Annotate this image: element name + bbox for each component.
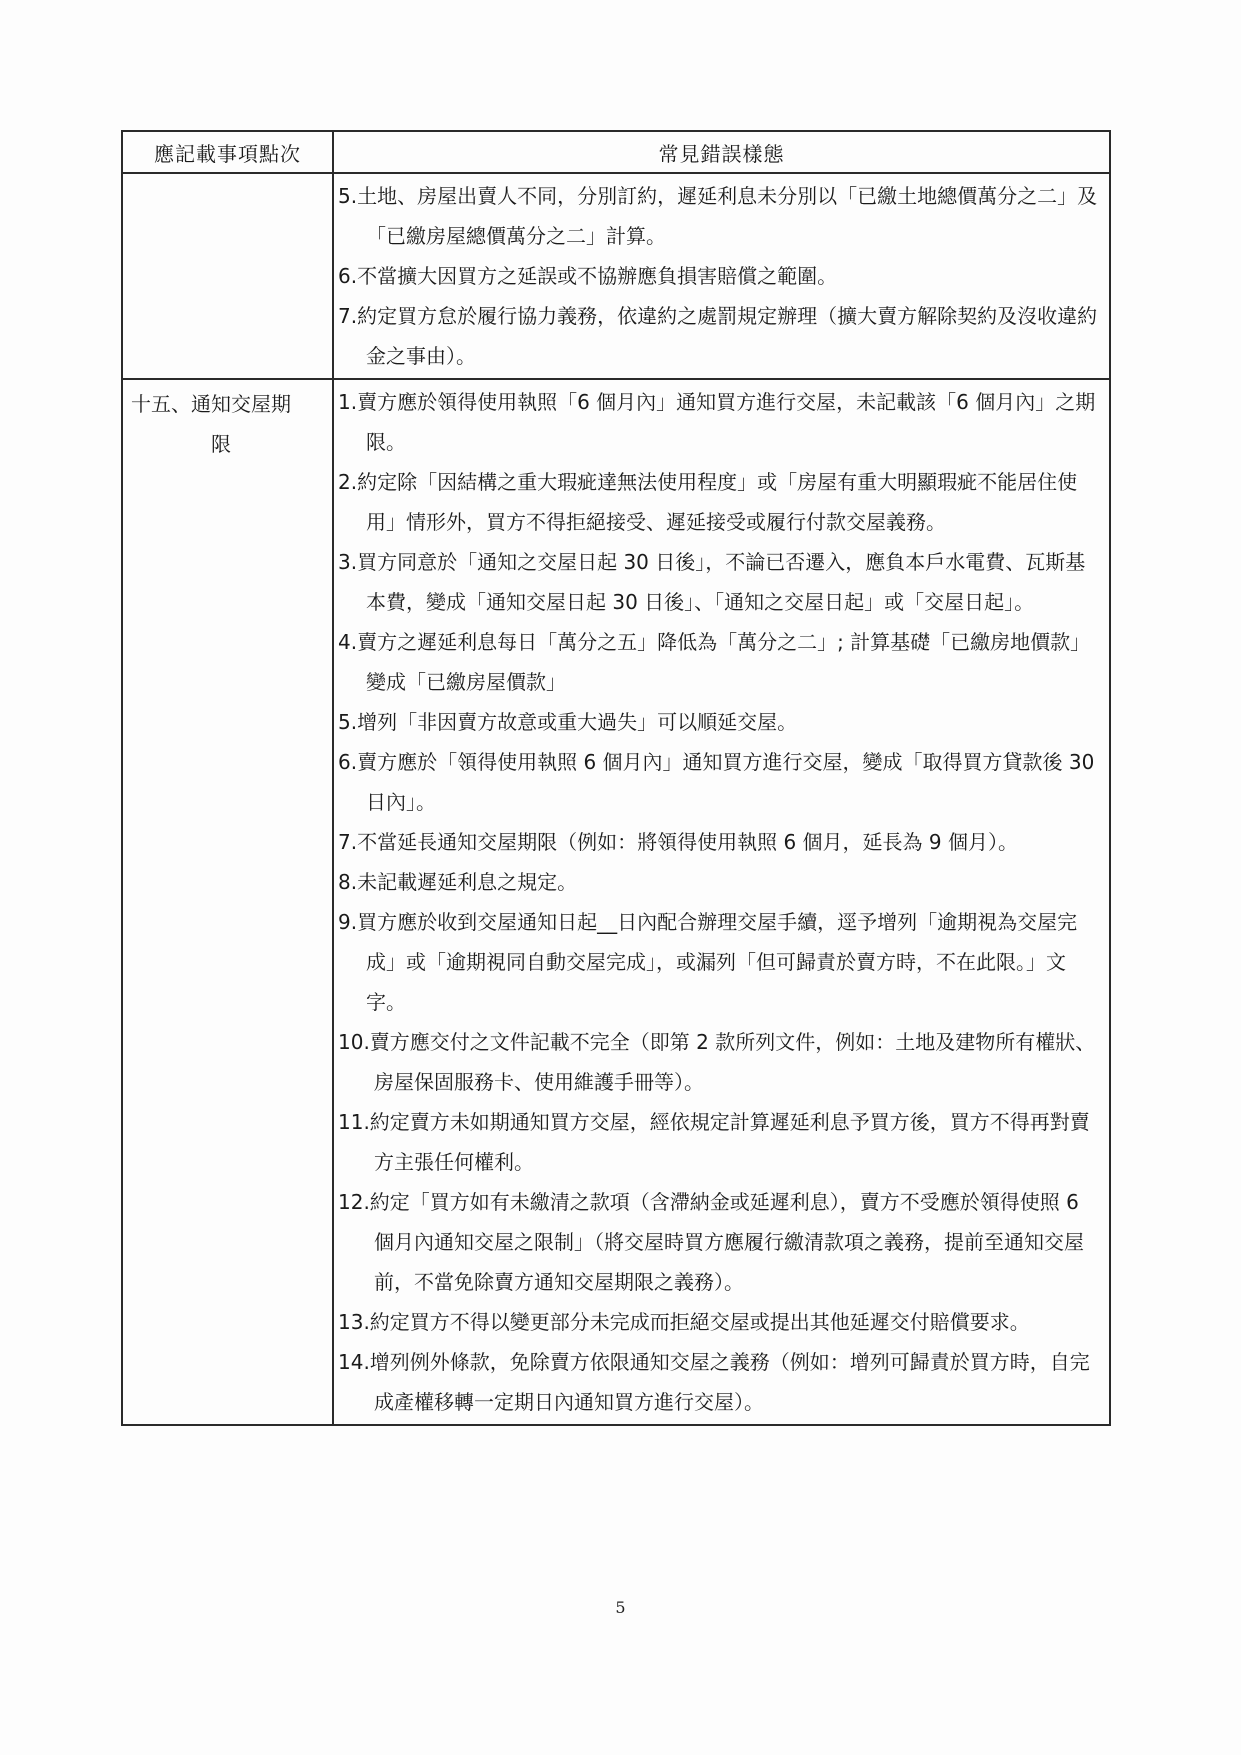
error-item: 4.賣方之遲延利息每日「萬分之五」降低為「萬分之二」; 計算基礎「已繳房地價款」變成「已繳房屋價款」 [338,630,1091,694]
error-item: 7.不當延長通知交屋期限（例如：將領得使用執照 6 個月，延長為 9 個月）。 [338,830,1018,854]
error-item: 8.未記載遲延利息之規定。 [338,870,578,894]
error-item: 5.增列「非因賣方故意或重大過失」可以順延交屋。 [338,710,798,734]
section-title [123,174,332,178]
error-item: 5.土地、房屋出賣人不同，分別訂約，遲延利息未分別以「已繳土地總價萬分之二」及「已繳房屋總價萬分之二」計算。 [338,184,1098,248]
error-item: 10.賣方應交付之文件記載不完全（即第 2 款所列文件，例如：土地及建物所有權狀、房屋保固服務卡、使用維護手冊等）。 [338,1030,1096,1094]
errors-cell [333,379,1110,1425]
error-list [334,380,1109,1424]
errors-cell [333,173,1110,379]
table-row [122,173,1110,379]
section-title-line2: 限 [211,432,231,456]
section-cell [122,379,333,1425]
header-col-items: 應記載事項點次 [122,131,333,173]
header-col-errors: 常見錯誤樣態 [333,131,1110,173]
error-item: 2.約定除「因結構之重大瑕疵達無法使用程度」或「房屋有重大明顯瑕疵不能居住使用」情形外，買方不得拒絕接受、遲延接受或履行付款交屋義務。 [338,470,1078,534]
error-item: 3.買方同意於「通知之交屋日起 30 日後」，不論已否遷入，應負本戶水電費、瓦斯基本費，變成「通知交屋日起 30 日後」、「通知之交屋日起」或「交屋日起」。 [338,550,1086,614]
error-item: 11.約定賣方未如期通知買方交屋，經依規定計算遲延利息予買方後，買方不得再對賣方主張任何權利。 [338,1110,1090,1174]
error-item: 14.增列例外條款，免除賣方依限通知交屋之義務（例如：增列可歸責於買方時，自完成產權移轉一定期日內通知買方進行交屋）。 [338,1350,1090,1414]
section-title [123,380,332,464]
section-cell [122,173,333,379]
table-row [122,379,1110,1425]
error-item: 7.約定買方怠於履行協力義務，依違約之處罰規定辦理（擴大賣方解除契約及沒收違約金之事由）。 [338,304,1098,368]
error-item: 12.約定「買方如有未繳清之款項（含滯納金或延遲利息），賣方不受應於領得使照 6 個月內通知交屋之限制」（將交屋時買方應履行繳清款項之義務，提前至通知交屋前，不當免除賣方通知交屋期限之義務）。 [338,1190,1084,1294]
error-item: 6.賣方應於「領得使用執照 6 個月內」通知買方進行交屋，變成「取得買方貸款後 30 日內」。 [338,750,1095,814]
error-item: 6.不當擴大因買方之延誤或不協辦應負損害賠償之範圍。 [338,264,838,288]
page-number: 5 [615,1598,626,1617]
error-item: 1.賣方應於領得使用執照「6 個月內」通知買方進行交屋，未記載該「6 個月內」之期限。 [338,390,1096,454]
table-header-row [122,131,1110,173]
review-table [121,130,1111,1426]
error-item: 13.約定買方不得以變更部分未完成而拒絕交屋或提出其他延遲交付賠償要求。 [338,1310,1030,1334]
section-title-line1: 十五、通知交屋期 [131,392,291,416]
error-list [334,174,1109,378]
error-item: 9.買方應於收到交屋通知日起__日內配合辦理交屋手續，逕予增列「逾期視為交屋完成」或「逾期視同自動交屋完成」，或漏列「但可歸責於賣方時，不在此限。」文字。 [338,910,1078,1014]
